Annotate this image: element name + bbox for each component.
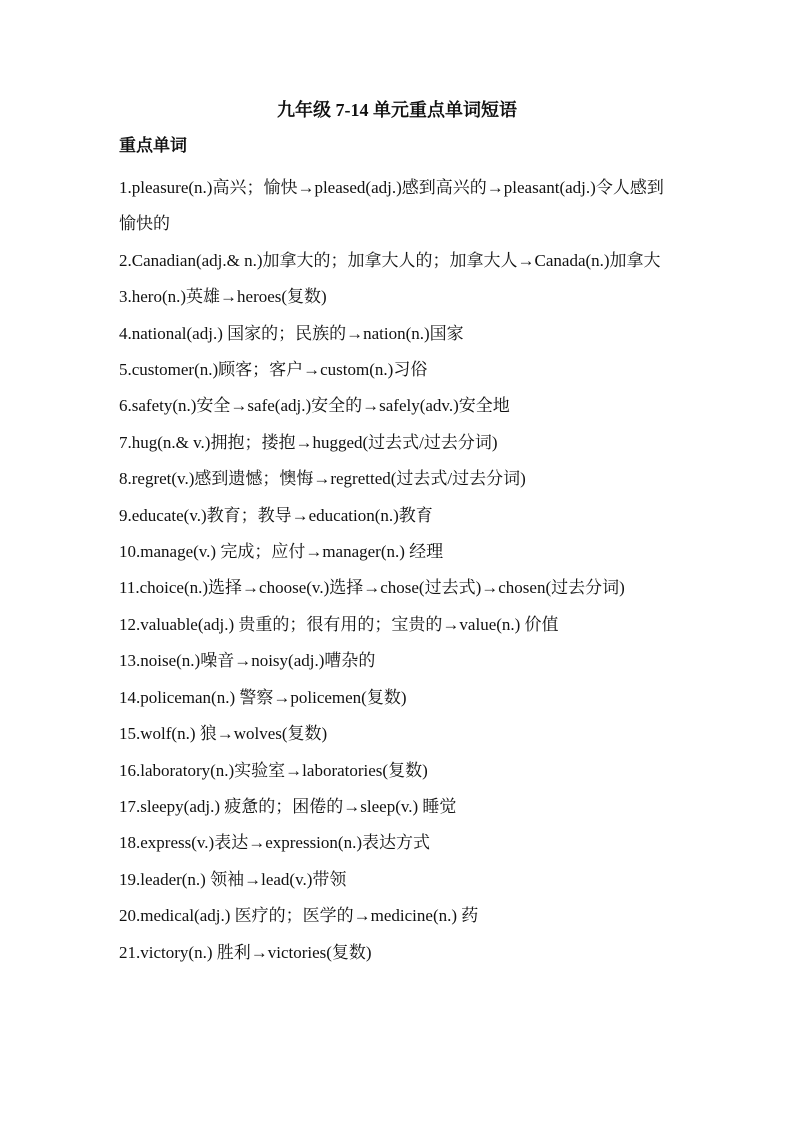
vocabulary-entry: 14.policeman(n.) 警察→policemen(复数) bbox=[119, 687, 407, 707]
vocabulary-entry: 7.hug(n.& v.)拥抱；搂抱→hugged(过去式/过去分词) bbox=[119, 432, 498, 452]
vocabulary-entry: 1.pleasure(n.)高兴；愉快→pleased(adj.)感到高兴的→pleasant(adj.)令人感到愉快的 bbox=[119, 178, 664, 234]
vocabulary-entry: 4.national(adj.) 国家的；民族的→nation(n.)国家 bbox=[119, 323, 464, 343]
vocabulary-entry: 5.customer(n.)顾客；客户→custom(n.)习俗 bbox=[119, 360, 428, 380]
vocabulary-entry: 3.hero(n.)英雄→heroes(复数) bbox=[119, 287, 327, 307]
vocabulary-entry: 21.victory(n.) 胜利→victories(复数) bbox=[119, 942, 372, 962]
vocabulary-entry: 11.choice(n.)选择→choose(v.)选择→chose(过去式)→chosen(过去分词) bbox=[119, 578, 625, 598]
document-title: 九年级 7-14 单元重点单词短语 bbox=[277, 100, 517, 120]
vocabulary-entry: 17.sleepy(adj.) 疲惫的；困倦的→sleep(v.) 睡觉 bbox=[119, 796, 457, 816]
vocabulary-entry: 15.wolf(n.) 狼→wolves(复数) bbox=[119, 724, 328, 744]
vocabulary-entry: 2.Canadian(adj.& n.)加拿大的；加拿大人的；加拿大人→Canada(n.)加拿大 bbox=[119, 250, 661, 270]
vocabulary-entry: 20.medical(adj.) 医疗的；医学的→medicine(n.) 药 bbox=[119, 906, 479, 926]
vocabulary-entry: 10.manage(v.) 完成；应付→manager(n.) 经理 bbox=[119, 542, 444, 562]
vocabulary-entry: 12.valuable(adj.) 贵重的；很有用的；宝贵的→value(n.) 价值 bbox=[119, 614, 559, 634]
vocabulary-entry: 6.safety(n.)安全→safe(adj.)安全的→safely(adv.)安全地 bbox=[119, 396, 510, 416]
vocabulary-entry: 16.laboratory(n.)实验室→laboratories(复数) bbox=[119, 760, 428, 780]
vocabulary-list bbox=[119, 170, 679, 971]
vocabulary-entry: 13.noise(n.)噪音→noisy(adj.)嘈杂的 bbox=[119, 651, 376, 671]
vocabulary-entry: 9.educate(v.)教育；教导→education(n.)教育 bbox=[119, 505, 433, 525]
section-heading: 重点单词 bbox=[119, 136, 187, 155]
vocabulary-entry: 18.express(v.)表达→expression(n.)表达方式 bbox=[119, 833, 430, 853]
vocabulary-entry: 8.regret(v.)感到遗憾；懊悔→regretted(过去式/过去分词) bbox=[119, 469, 526, 489]
vocabulary-entry: 19.leader(n.) 领袖→lead(v.)带领 bbox=[119, 869, 347, 889]
